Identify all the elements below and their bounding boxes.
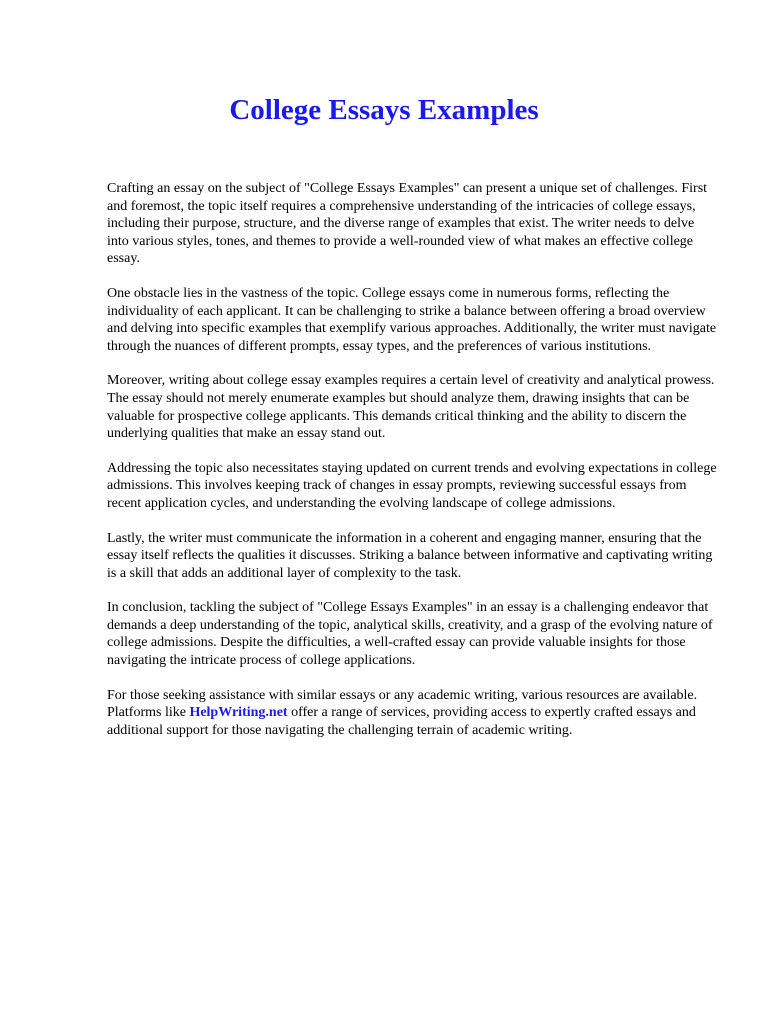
page-title: College Essays Examples — [229, 94, 539, 126]
paragraph-4: Addressing the topic also necessitates staying updated on current trends and evolving expectations in college admissions. This involves keeping track of changes in essay prompts, reviewing successful essays from recent application cycles, and understanding the evolving landscape of college admissions. — [107, 460, 717, 511]
paragraph-6: In conclusion, tackling the subject of "College Essays Examples" in an essay is a challenging endeavor that demands a deep understanding of the topic, analytical skills, creativity, and a grasp of the evolving nature of college admissions. Despite the difficulties, a well-crafted essay can provide valuable insights for those navigating the intricate process of college applications. — [107, 600, 713, 669]
closing-text-before: For those seeking assistance with similar essays or any academic writing, various resources are available. Platforms like — [107, 687, 698, 721]
paragraph-3: Moreover, writing about college essay examples requires a certain level of creativity and analytical prowess. The essay should not merely enumerate examples but should analyze them, drawing insights that can be valuable for prospective college applicants. This demands critical thinking and the ability to discern the underlying qualities that make an essay stand out. — [107, 373, 715, 442]
closing-paragraph — [107, 687, 717, 740]
essay-body — [107, 180, 717, 756]
paragraph-2: One obstacle lies in the vastness of the topic. College essays come in numerous forms, reflecting the individuality of each applicant. It can be challenging to strike a balance between offering a broad overview and delving into specific examples that exemplify various approaches. Additionally, the writer must navigate through the nuances of different prompts, essay types, and the preferences of various institutions. — [107, 285, 717, 354]
paragraph-1: Crafting an essay on the subject of "College Essays Examples" can present a unique set of challenges. First and foremost, the topic itself requires a comprehensive understanding of the intricacies of college essays, including their purpose, structure, and the diverse range of examples that exist. The writer needs to delve into various styles, tones, and themes to provide a well-rounded view of what makes an effective college essay. — [107, 181, 708, 267]
helpwriting-link[interactable]: HelpWriting.net — [189, 705, 288, 721]
closing-text-after: offer a range of services, providing access to expertly crafted essays and additional support for those navigating the challenging terrain of academic writing. — [107, 705, 696, 738]
paragraph-5: Lastly, the writer must communicate the information in a coherent and engaging manner, ensuring that the essay itself reflects the qualities it discusses. Striking a balance between informative and captivating writing is a skill that adds an additional layer of complexity to the task. — [107, 530, 713, 581]
